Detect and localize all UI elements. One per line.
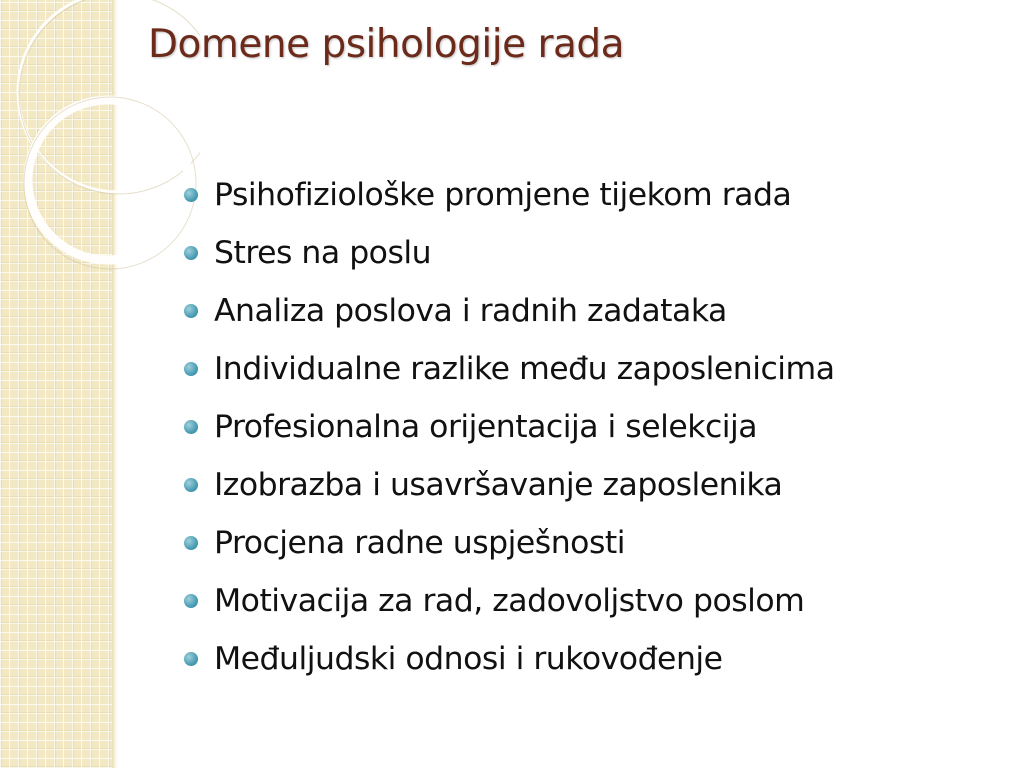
bullet-text: Individualne razlike među zaposlenicima bbox=[214, 351, 835, 387]
bullet-item bbox=[184, 630, 835, 688]
bullet-dot-icon bbox=[184, 536, 198, 550]
bullet-item bbox=[184, 456, 835, 514]
bullet-text: Procjena radne uspješnosti bbox=[214, 525, 625, 561]
bullet-text: Međuljudski odnosi i rukovođenje bbox=[214, 641, 723, 677]
bullet-dot-icon bbox=[184, 420, 198, 434]
bullet-item bbox=[184, 398, 835, 456]
bullet-dot-icon bbox=[184, 594, 198, 608]
bullet-list bbox=[184, 166, 835, 688]
bullet-dot-icon bbox=[184, 362, 198, 376]
bullet-text: Izobrazba i usavršavanje zaposlenika bbox=[214, 467, 783, 503]
bullet-dot-icon bbox=[184, 188, 198, 202]
bullet-dot-icon bbox=[184, 652, 198, 666]
bullet-text: Motivacija za rad, zadovoljstvo poslom bbox=[214, 583, 805, 619]
bullet-text: Profesionalna orijentacija i selekcija bbox=[214, 409, 758, 445]
bullet-dot-icon bbox=[184, 246, 198, 260]
bullet-text: Analiza poslova i radnih zadataka bbox=[214, 293, 727, 329]
bullet-item bbox=[184, 282, 835, 340]
bullet-dot-icon bbox=[184, 304, 198, 318]
bullet-item bbox=[184, 166, 835, 224]
bullet-item bbox=[184, 224, 835, 282]
bullet-item bbox=[184, 514, 835, 572]
slide-title: Domene psihologije rada bbox=[148, 22, 625, 67]
bullet-item bbox=[184, 340, 835, 398]
bullet-text: Stres na poslu bbox=[214, 235, 432, 271]
bullet-item bbox=[184, 572, 835, 630]
bullet-text: Psihofiziološke promjene tijekom rada bbox=[214, 177, 792, 213]
bullet-dot-icon bbox=[184, 478, 198, 492]
